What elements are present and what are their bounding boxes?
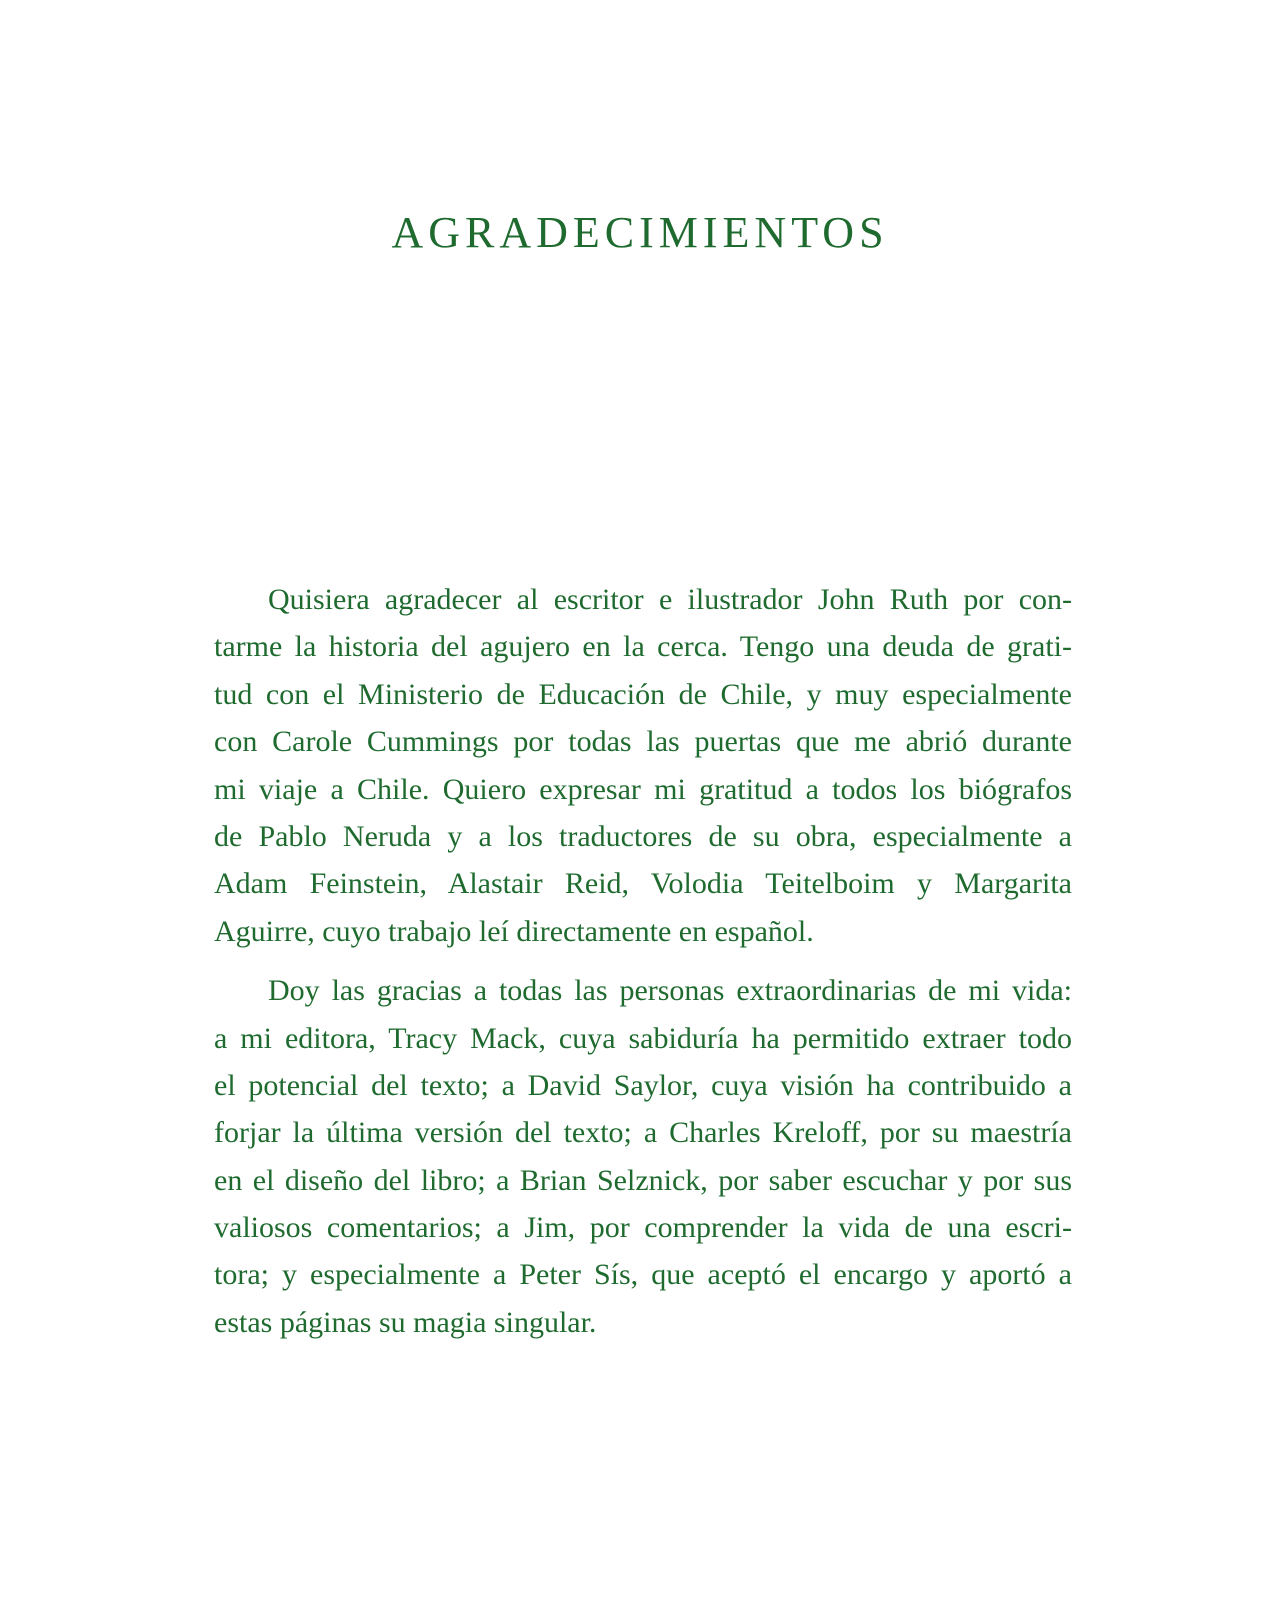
paragraph-line: estas páginas su magia singular. xyxy=(214,1305,597,1339)
paragraph-line: Aguirre, cuyo trabajo leí directamente en español. xyxy=(214,914,814,948)
paragraph-line: tarme la historia del agujero en la cerca. Tengo una deuda de grati- xyxy=(214,630,1072,664)
paragraph-line: tud con el Ministerio de Educación de Chile, y muy especialmente xyxy=(214,677,1072,711)
paragraph-line: tora; y especialmente a Peter Sís, que aceptó el encargo y aportó a xyxy=(214,1258,1072,1292)
paragraph-line: valiosos comentarios; a Jim, por comprender la vida de una escri- xyxy=(214,1211,1072,1245)
paragraph-line: Quisiera agradecer al escritor e ilustrador John Ruth por con- xyxy=(268,583,1072,616)
acknowledgements-body xyxy=(214,576,1072,1346)
paragraph-line: con Carole Cummings por todas las puertas que me abrió durante xyxy=(214,725,1072,759)
paragraph-line: en el diseño del libro; a Brian Selznick, por saber escuchar y por sus xyxy=(214,1163,1072,1197)
paragraph-line: forjar la última versión del texto; a Charles Kreloff, por su maestría xyxy=(214,1116,1072,1150)
paragraph-line: Adam Feinstein, Alastair Reid, Volodia Teitelboim y Margarita xyxy=(214,867,1072,901)
page-title: AGRADECIMIENTOS xyxy=(391,208,889,257)
paragraph-line: de Pablo Neruda y a los traductores de su obra, especialmente a xyxy=(214,819,1072,853)
paragraph-1 xyxy=(214,576,1072,955)
paragraph-line: el potencial del texto; a David Saylor, cuya visión ha contribuido a xyxy=(214,1068,1072,1102)
paragraph-2 xyxy=(214,967,1072,1346)
paragraph-line: mi viaje a Chile. Quiero expresar mi gratitud a todos los biógrafos xyxy=(214,772,1072,806)
paragraph-line: Doy las gracias a todas las personas extraordinarias de mi vida: xyxy=(268,974,1072,1008)
paragraph-line: a mi editora, Tracy Mack, cuya sabiduría ha permitido extraer todo xyxy=(214,1021,1072,1055)
